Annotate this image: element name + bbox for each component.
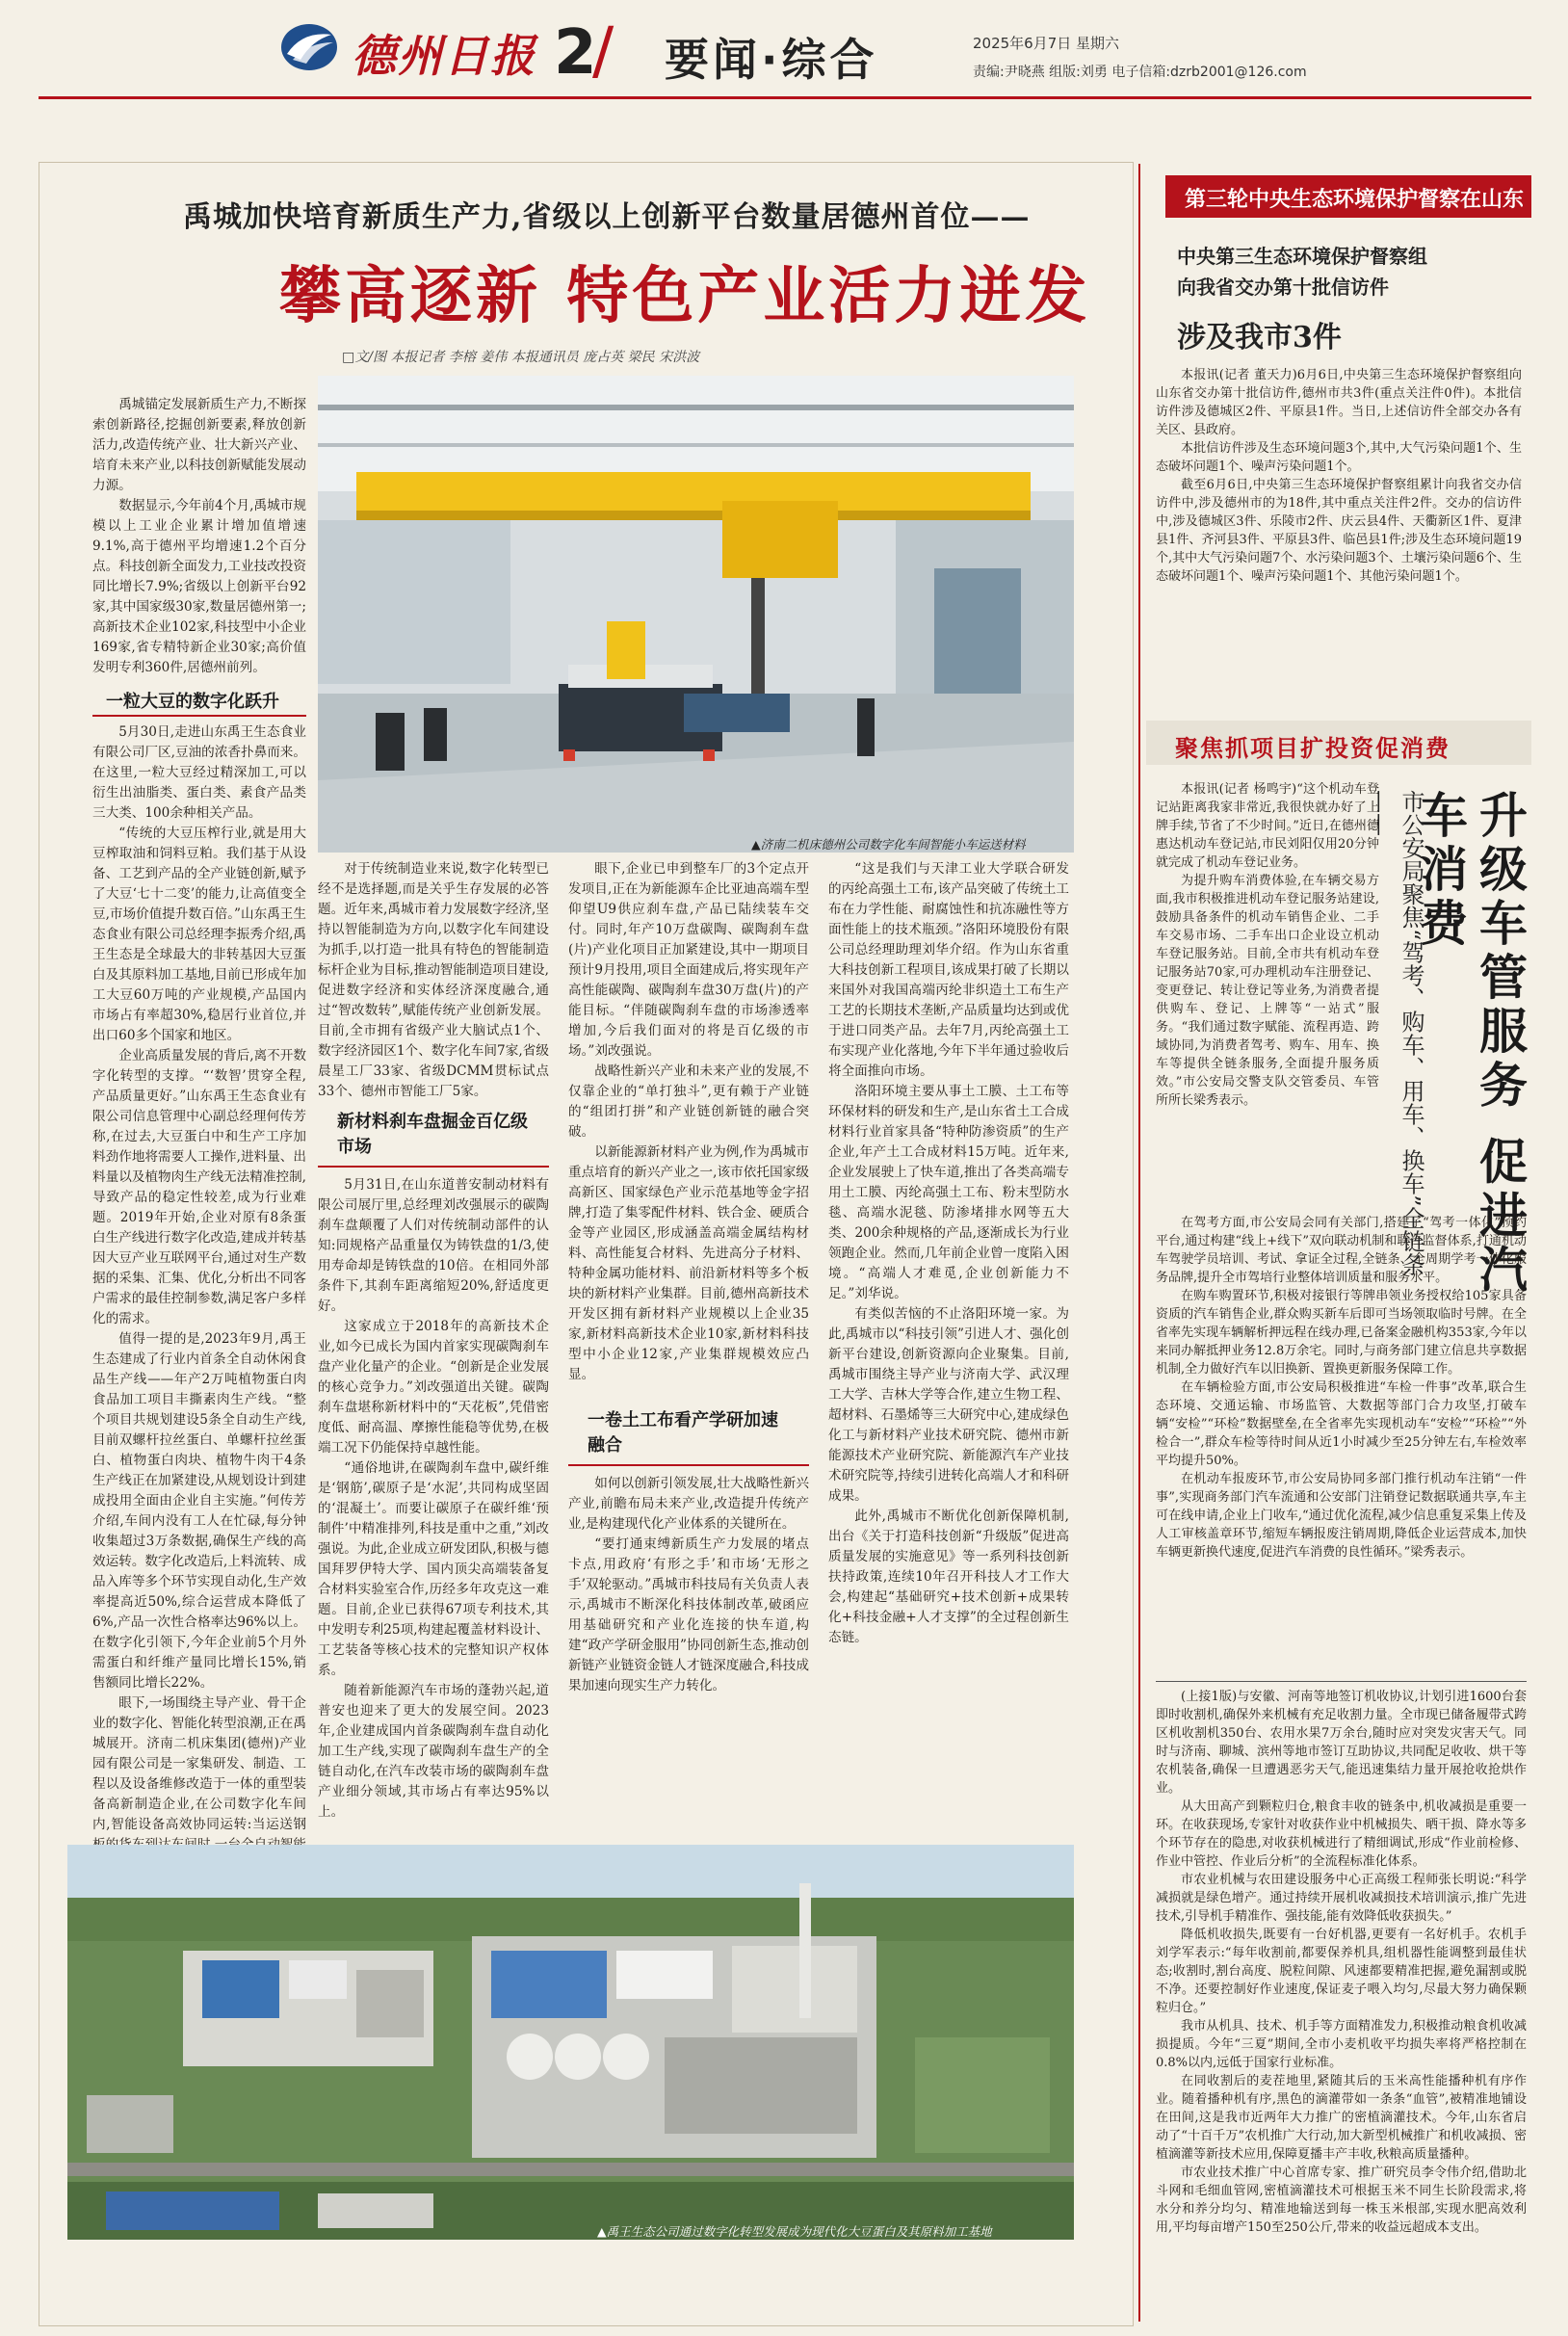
vehicle-service-headline: 升级车管服务 促进汽车消费 [1412,790,1529,1299]
col2-top [318,859,549,1099]
geotextile-p1: 如何以创新引领发展,壮大战略性新兴产业,前瞻布局未来产业,改造提升传统产业,是构建现代化产业体系的关键所在。 [568,1476,809,1532]
investment-banner-text: 聚焦抓项目扩投资促消费 [1175,735,1450,762]
geotextile-p5: 有类似苦恼的不止洛阳环境一家。为此,禹城市以“科技引领”引进人才、强化创新平台建设,创新资源向企业聚集。目前,禹城市围绕主导产业与济南大学、武汉理工大学、吉林大学等合作,建立生物工程、超材料、石墨烯等三大研究中心,建成绿色化工与新材料产业技术研究院、德州市新能源技术产业研究院、新能源汽车产业技术研究院等,持续引进转化高端人才和科研成果。 [828,1306,1069,1504]
right-section-rule [1156,1681,1527,1682]
harvest-p4: 降低机收损失,既要有一台好机器,更要有一名好机手。农机手刘学军表示:“每年收割前,都要保养机具,组机器性能调整到最佳状态;收割时,割台高度、脱粒间隙、风速都要精准把握,避免漏割或脱不净。还要控制好作业速度,保证麦子喂入均匀,尽最大努力确保颗粒归仓。” [1156,1928,1527,2015]
photo2-caption: ▲禹王生态公司通过数字化转型发展成为现代化大豆蛋白及其原料加工基地 [597,2224,992,2239]
photo1-caption: ▲济南二机床德州公司数字化车间智能小车运送材料 [751,837,1026,852]
issue-date: 2025年6月7日 星期六 [973,35,1120,52]
inspection-subheadline: 涉及我市3件 [1177,321,1342,354]
brake-p3: “通俗地讲,在碳陶刹车盘中,碳纤维是‘钢筋’,碳原子是‘水泥’,共同构成坚固的‘混凝土’。而要让碳原子在碳纤维‘预制件’中精准排列,科技是重中之重,”刘改强说。为此,企业成立研发团队,积极与德国拜罗伊特大学、国内顶尖高端装备复合材料实验室合作,历经多年攻克这一难题。目前,企业已获得67项专利技术,其中发明专利25项,构建起覆盖材料设计、工艺装备等核心技术的完整知识产权体系。 [318,1460,549,1678]
data-paragraph: 数据显示,今年前4个月,禹城市规模以上工业企业累计增加值增速9.1%,高于德州平均增速1.2个百分点。科技创新全面发力,工业技改投资同比增长7.9%;省级以上创新平台92家,其中国家级30家,数量居德州第一;高新技术企业102家,科技型中小企业169家,省专精特新企业30家;高价值发明专利360件,居德州前列。 [92,498,306,675]
section-title: 要闻·综合 [665,34,878,86]
subhead-geotextile [588,1408,795,1458]
inspection-headline [1177,241,1427,302]
soybean-p5: 眼下,一场围绕主导产业、骨干企业的数字化、智能化转型浪潮,正在禹城展开。济南二机床集团(德州)产业园有限公司是一家集研发、制造、工程以及设备维修改造于一体的重型装备高新制造企业,在公司数字化车间内,智能设备高效协同运转:当运送钢 [92,1695,306,1832]
inspection-headline-line1: 中央第三生态环境保护督察组 [1177,245,1427,268]
harvest-p1: (上接1版)与安徽、河南等地签订机收协议,计划引进1600台套即时收割机,确保外来机械有充足收割力量。全市现已储备履带式跨区机收割机350台、农用水果7万余台,随时应对突发灾害天气。同时与济南、聊城、滨州等地市签订互助协议,共同配足收收、烘干等农机装备,确保一旦遭遇恶劣天气,能迅速集结力量开展抢收抢烘作业。 [1156,1690,1527,1796]
harvest-continued [1156,1688,1527,2323]
masthead-rule [39,96,1531,99]
factory-workshop-photo [318,376,1074,853]
investment-banner [1146,721,1531,765]
harvest-p2: 从大田高产到颗粒归仓,粮食丰收的链条中,机收减损是重要一环。在收获现场,专家针对收获作业中机械损失、晒干损、降水等多个环节存在的隐患,对收获机械进行了精细调试,形成“作业前检修、作业中管控、作业后分析”的全流程标准化体系。 [1156,1799,1527,1869]
column-divider [1138,164,1140,2322]
brake-p2: 这家成立于2018年的高新技术企业,如今已成长为国内首家实现碳陶刹车盘产业化量产的企业。“创新是企业发展的核心竞争力。”刘改强道出关键。碳陶刹车盘堪称新材料中的“天花板”,凭借密度低、耐高温、摩擦性能稳等优势,在极端工况下仍能保持卓越性能。 [318,1319,549,1456]
vehicle-service-subheadline: 市公安局聚焦“驾考、购车、用车、换车”全链条—— [1367,790,1424,1276]
subhead-soybean: 一粒大豆的数字化跃升 [106,692,279,712]
harvest-p7: 市农业技术推广中心首席专家、推广研究员李令伟介绍,借助北斗网和毛细血管网,密植滴灌技术可根据玉米不同生长阶段需求,将水分和养分均匀、精准地输送到每一株玉米根部,实现水肥高效利用,平均每亩增产150至250公斤,带来的收益远超成本支出。 [1156,2165,1527,2235]
brake-p1: 5月31日,在山东道普安制动材料有限公司展厅里,总经理刘改强展示的碳陶刹车盘颠覆了人们对传统制动部件的认知:同规格产品重量仅为铸铁盘的1/3,使用寿命却是铸铁盘的10倍。在相同外部条件下,其刹车距离缩短20%,舒适度更好。 [318,1177,549,1314]
geotextile-p2: “要打通束缚新质生产力发展的堵点卡点,用政府‘有形之手’和市场‘无形之手’双轮驱动。”禹城市科技局有关负责人表示,禹城市不断深化科技体制改革,破函应用基础研究和产业化连接的快车道,构建“政产学研金服用”协同创新生态,推动创新链产业链资金链人才链深度融合,科技成果加速向现实生产力转化。 [568,1536,809,1693]
col4-body [828,859,1069,1835]
col3-top [568,859,809,1399]
subhead-geotextile-text: 一卷土工布看产学研加速融合 [588,1410,778,1456]
vehicle-intro [1156,780,1379,1204]
page-number: 2 [554,17,597,89]
vehicle-p2: 为提升购车消费体验,在车辆交易方面,我市积极推进机动车登记服务站建设,鼓励具备条件的机动车销售企业、二手车交易市场、二手车出口企业设立机动车登记服务站。目前,全市共有机动车登记服务站70家,可办理机动车注册登记、变更登记、转让登记等业务,为消费者提供购车、登记、上牌等“一站式”服务。“我们通过数字赋能、流程再造、跨域协同,为消费者驾考、购车、用车、换车等提供全链条服务,全面提升服务质效。”市公安局交警支队交管委员、车管所所长梁秀表示。 [1156,874,1379,1108]
brake-p4: 随着新能源汽车市场的蓬勃兴起,道普安也迎来了更大的发展空间。2023年,企业建成国内首条碳陶刹车盘自动化加工生产线,实现了碳陶刹车盘生产的全链自动化,在汽车改装市场的碳陶刹车盘产业细分领域,其市场占有率达95%以上。 [318,1683,549,1820]
soybean-p3: 企业高质量发展的背后,离不开数字化转型的支撑。“‘数智’贯穿全程,产品质量更好。”山东禹王生态食业有限公司信息管理中心副总经理何传芳称,在过去,大豆蛋白中和生产工序加料劲作地将需要人工操作,进料量、出料量以及植物肉生产线无法精准控制,导致产品的稳定性较差,成为行业难题。2019年开始,企业对原有8条蛋白生产线进行数字化改造,建成并转基因大豆产业互联网平台,通过对生产数据的采集、汇集、优化,分析出不同客户需求的最佳控制参数,满足客户多样化的需求。 [92,1048,306,1326]
harvest-p6: 在同收割后的麦茬地里,紧随其后的玉米高性能播种机有序作业。随着播种机有序,黑色的滴灌带如一条条“血管”,被精准地铺设在田间,这是我市近两年大力推广的密植滴灌技术。今年,山东省启动了“十百千万”农机推广大行动,加大新型机械推广和机收减损、密植滴灌等新技术应用,保障夏播丰产丰收,秋粮高质量播种。 [1156,2074,1527,2162]
geotextile-p3: “这是我们与天津工业大学联合研发的丙纶高强土工布,该产品突破了传统土工布在力学性能、耐腐蚀性和抗冻融性等方面性能上的技术瓶颈。”洛阳环境股份有限公司总经理助理刘华介绍。作为山东省重大科技创新工程项目,该成果打破了长期以来国外对我国高端丙纶非织造土工布生产工艺的长期技术垄断,产品质量均达到或优于进口同类产品。去年7月,丙纶高强土工布实现产业化落地,今年下半年通过验收后将全面推向市场。 [828,861,1069,1079]
vehicle-body [1156,1214,1527,1667]
brake-p6: 战略性新兴产业和未来产业的发展,不仅靠企业的“单打独斗”,更有赖于产业链的“组团打拼”和产业链创新链的融合突破。 [568,1063,809,1140]
vehicle-p6: 在机动车报废环节,市公安局协同多部门推行机动车注销“一件事”,实现商务部门汽车流通和公安部门注销登记数据联通共享,车主可在线申请,企业上门收车,“通过优化流程,减少信息重复采集上传及人工审核盖章环节,缩短车辆报废注销周期,降低企业运营成本,加快车辆更新换代速度,促进汽车消费的良性循环。”梁秀表示。 [1156,1472,1527,1560]
harvest-p5: 我市从机具、技术、机手等方面精准发力,积极推动粮食机收减损提质。今年“三夏”期间,全市小麦机收平均损失率将严格控制在0.8%以内,远低于国家行业标准。 [1156,2019,1527,2070]
aerial-industrial-park-photo [67,1845,1074,2240]
geotextile-p6: 此外,禹城市不断优化创新保障机制,出台《关于打造科技创新“升级版”促进高质量发展的实施意见》等一系列科技创新扶持政策,连续10年召开科技人才工作大会,构建起“基础研究+技术创新+成果转化+科技金融+人才支撑”的全过程创新生态链。 [828,1509,1069,1645]
brake-p7: 以新能源新材料产业为例,作为禹城市重点培育的新兴产业之一,该市依托国家级高新区、国家绿色产业示范基地等金字招牌,打造了集零配件材料、铁合金、硬质合金等产业园区,形成涵盖高端金属结构材料、高性能复合材料、先进高分子材料、特种金属功能材料、前沿新材料等多个板块的新材料产业集群。目前,德州高新技术开发区拥有新材料产业规模以上企业35家,新材料高新技术企业10家,新材料科技型中小企业12家,产业集群规模效应凸显。 [568,1144,809,1382]
newspaper-name: 德州日报 [352,30,536,82]
vehicle-p4: 在购车购置环节,积极对接银行等牌串领业务授权给105家具备资质的汽车销售企业,群众购买新车后即可当场领取临时号牌。在全省率先实现车辆解析押远程在线办理,已备案金融机构353家,今年以来同办解抵押业务12.8万余宅。同时,与商务部门建立信息共享数据机制,全力做好汽车以旧换新、置换更新服务保障工作。 [1156,1289,1527,1377]
inspection-p2: 本批信访件涉及生态环境问题3个,其中,大气污染问题1个、生态破坏问题1个、噪声污染问题1个。 [1156,441,1522,474]
inspection-banner-text: 第三轮中央生态环境保护督察在山东 [1185,188,1525,212]
inspection-p3: 截至6月6日,中央第三生态环境保护督察组累计向我省交办信访件中,涉及德州市的为18件,其中重点关注件2件。交办的信访件中,涉及德城区3件、乐陵市2件、庆云县4件、天衢新区1件、夏津县1件、齐河县3件、平原县3件、临邑县1件;涉及生态环境问题19个,其中大气污染问题7个、水污染问题3个、土壤污染问题6个、生态破坏问题1个、噪声污染问题1个、其他污染问题1个。 [1156,478,1522,584]
inspection-banner [1165,175,1531,218]
article-kicker: 禹城加快培育新质生产力,省级以上创新平台数量居德州首位—— [183,200,1031,234]
inspection-body [1156,366,1522,703]
soybean-p1: 5月30日,走进山东禹王生态食业有限公司厂区,豆油的浓香扑鼻而来。在这里,一粒大豆经过精深加工,可以衍生出油脂类、蛋白类、素食产品类三大类、100余种相关产品。 [92,724,306,821]
article-byline: □文/图 本报记者 李榕 姜伟 本报通讯员 庞占英 梁民 宋洪波 [342,350,700,365]
inspection-headline-line2: 向我省交办第十批信访件 [1177,276,1389,299]
soybean-p4: 值得一提的是,2023年9月,禹王生态建成了行业内首条全自动休闲食品生产线——年产2万吨植物蛋白肉食品加工项目丰撕素肉生产线。“整个项目共规划建设5条全自动生产线,目前双螺杆拉丝蛋白、单螺杆拉丝蛋白、植物蛋白肉块、植物牛肉干4条生产线正在加紧建设,从规划设计到建成投用全面由企业自主实施。”何传芳介绍,车间内没有工人在忙碌,每分钟收集超过3万条数据,确保生产线的高效运转。数字化改造后,上料流转、成品入库等多个环节实现自动化,生产效率提高近50%,综合运营成本降低了6%,产品一次性合格率达96%以上。在数字化引领下,今年企业前5个月外需蛋白和纤维产量同比增长15%,销售额同比增长22%。 [92,1331,306,1691]
col1-intro [92,395,306,678]
inspection-p1: 本报讯(记者 董天力)6月6日,中央第三生态环境保护督察组向山东省交办第十批信访件,德州市共3件(重点关注件0件)。本批信访件涉及德城区2件、平原县1件。当日,上述信访件全部交办各有关区、县政府。 [1156,368,1522,437]
subhead-brake-text: 新材料刹车盘掘金百亿级市场 [337,1112,528,1157]
intro-paragraph: 禹城锚定发展新质生产力,不断探索创新路径,挖掘创新要素,释放创新活力,改造传统产业、壮大新兴产业、培育未来产业,以科技创新赋能发展动力源。 [92,397,306,493]
editor-info: 责编:尹晓燕 组版:刘勇 电子信箱:dzrb2001@126.com [973,65,1307,80]
vehicle-p5: 在车辆检验方面,市公安局积极推进“车检一件事”改革,联合生态环境、交通运输、市场监管、大数据等部门合力攻坚,打破车辆“安检”“环检”数据壁垒,在全省率先实现机动车“安检”“环检”“外检合一”,群众车检等待时间从近1小时减少至25分钟左右,车检效率平均提升50%。 [1156,1380,1527,1468]
harvest-p3: 市农业机械与农田建设服务中心正高级工程师张长明说:“科学减损就是绿色增产。通过持续开展机收减损技术培训演示,推广先进技术,引导机手精准作、强技能,能有效降低收获损失。” [1156,1873,1527,1924]
vehicle-p3: 在驾考方面,市公安局会同有关部门,搭建了“驾考一体化”预约平台,通过构建“线上+线下”双向联动机制和联合监督体系,打通机动车驾驶学员培训、考试、拿证全过程,全链条、全周期学考一体化服务品牌,提升全市驾培行业整体培训质量和服务水平。 [1156,1216,1527,1285]
col2-body [318,1175,549,1835]
article-headline: 攀高逐新 特色产业活力迸发 [279,260,1091,332]
soybean-p2: “传统的大豆压榨行业,就是用大豆榨取油和饲料豆粕。我们基于从设备、工艺到产品的全产业链创新,赋予了大豆‘七十二变’的能力,让高值变全豆,市场价值提升数百倍。”山东禹王生态食业有限公司总经理李振秀介绍,禹王生态是全球最大的非转基因大豆蛋白及其原料加工基地,目前已形成年加工大豆60万吨的产业规模,产品国内市场占有率超30%,稳居行业首位,并出口60多个国家和地区。 [92,826,306,1043]
col3-body [568,1474,809,1835]
masthead [0,0,1568,92]
page-slash-mark: / [592,13,614,88]
vehicle-p1: 本报讯(记者 杨鸣宇)“这个机动车登记站距离我家非常近,我很快就办好了上牌手续,节省了不少时间。”近日,在德州德惠达机动车登记站,市民刘阳仅用20分钟就完成了机动车登记业务。 [1156,782,1379,870]
soybean-p6: 对于传统制造业来说,数字化转型已经不是选择题,而是关乎生存发展的必答题。近年来,禹城市着力发展数字经济,坚持以智能制造为方向,以数字化车间建设为抓手,以打造一批具有特色的智能制造标杆企业为目标,推动智能制造项目建设,促进数字经济和实体经济深度融合,通过“智改数转”,赋能传统产业创新发展。目前,全市拥有省级产业大脑试点1个、数字经济园区1个、数字化车间7家,省级晨星工厂33家、省级DCMM贯标试点33个、德州市智能工厂5家。 [318,861,549,1099]
geotextile-p4: 洛阳环境主要从事土工膜、土工布等环保材料的研发和生产,是山东省土工合成材料行业首家具备“特种防渗资质”的生产企业,年产土工合成材料15万吨。近年来,企业发展驶上了快车道,推出了各类高端专用土工膜、丙纶高强土工布、粉末型防水毯、高端水泥毯、防渗堵排水网等五大类、200余种规格的产品,逐渐成长为行业领跑企业。然而,几年前企业曾一度陷入困境。“高端人才难觅,企业创新能力不足。”刘华说。 [828,1084,1069,1301]
subhead-brake [337,1110,535,1160]
newspaper-logo-icon [279,21,339,73]
col1-body [92,722,306,1835]
subhead-brake-rule [318,1166,549,1168]
subhead-soybean-rule [92,715,306,717]
subhead-geotextile-rule [568,1464,809,1466]
brake-p5: 眼下,企业已申到整车厂的3个定点开发项目,正在为新能源车企比亚迪高端车型仰望U9供应刹车盘,产品已陆续装车交付。同时,年产10万盘碳陶、碳陶刹车盘(片)产业化项目正加紧建设,其中一期项目预计9月投用,项目全面建成后,将实现年产高性能碳陶、碳陶刹车盘30万盘(片)的产能目标。“伴随碳陶刹车盘的市场渗透率增加,今后我们面对的将是百亿级的市场。”刘改强说。 [568,861,809,1059]
